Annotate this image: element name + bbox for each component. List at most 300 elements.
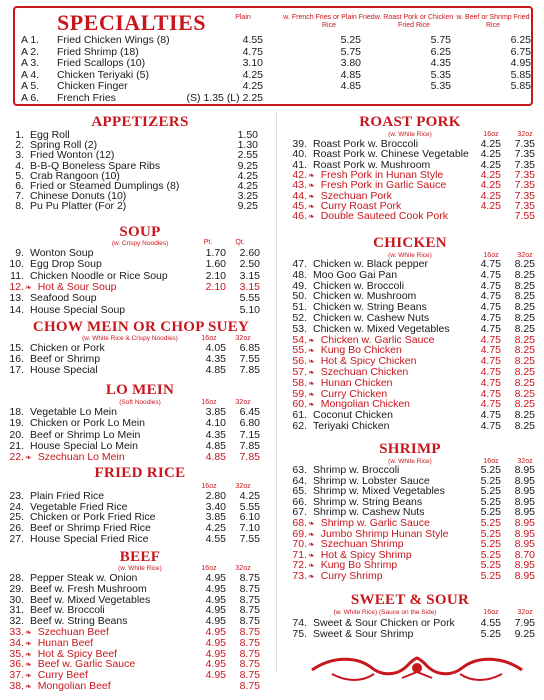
item-price: 6.80	[239, 417, 260, 430]
hot-pepper-icon: ❧	[25, 671, 32, 681]
item-name: Chicken w. Broccoli	[313, 280, 405, 292]
item-price: 4.85	[205, 364, 226, 376]
item-price: 4.85	[205, 439, 226, 452]
menu-item-row[interactable]	[283, 486, 543, 497]
item-number: 43.	[292, 179, 307, 192]
item-price: 8.25	[514, 301, 535, 314]
hot-pepper-icon: ❧	[308, 212, 315, 222]
specialty-row[interactable]	[21, 34, 170, 46]
item-name: Chicken w. Cashew Nuts	[313, 313, 430, 324]
item-number: 13.	[9, 292, 24, 305]
menu-item-row[interactable]	[6, 452, 276, 463]
menu-item-row[interactable]	[283, 313, 543, 324]
menu-item-row[interactable]	[283, 356, 543, 367]
item-number: 69.	[292, 527, 307, 540]
menu-item-row[interactable]	[283, 335, 543, 346]
item-name: Sweet & Sour Chicken or Pork	[313, 618, 455, 629]
item-price: 8.25	[514, 366, 535, 378]
item-name: Wonton Soup	[30, 248, 94, 259]
friedrice-header-32: 32oz	[235, 483, 251, 490]
chowmein-header-32: 32oz	[235, 335, 251, 342]
specialty-row[interactable]	[21, 46, 139, 58]
menu-item-row[interactable]	[283, 291, 543, 302]
menu-item-row[interactable]	[283, 560, 543, 571]
menu-item-row[interactable]	[283, 281, 543, 292]
specialty-row[interactable]	[21, 69, 149, 81]
sweetsour-header-16: 16oz	[483, 609, 499, 616]
menu-item-row[interactable]	[283, 367, 543, 378]
item-price: 7.35	[514, 158, 535, 171]
item-price: 4.25	[480, 138, 501, 150]
item-name: Beef w. String Beans	[30, 616, 128, 628]
item-number: 7.	[15, 190, 24, 203]
hot-pepper-icon: ❧	[308, 191, 315, 201]
lomein-header-16: 16oz	[201, 399, 217, 406]
menu-item-row[interactable]	[6, 595, 276, 606]
lomein-title: LO MEIN	[105, 382, 175, 398]
item-number: 19.	[9, 417, 24, 430]
item-number: 24.	[9, 500, 24, 513]
item-price: 4.25	[237, 169, 258, 182]
item-name: Pu Pu Platter (For 2)	[30, 201, 127, 213]
item-price: 4.75	[480, 258, 501, 270]
specialties-header-pork: w. Roast Pork or Chicken Fried Rice	[374, 14, 454, 29]
item-name: Szechuan Beef	[37, 627, 109, 638]
item-name: Roast Pork w. Broccoli	[313, 139, 419, 150]
item-number: 68.	[292, 517, 307, 529]
item-price: 8.75	[239, 572, 260, 584]
menu-item-row[interactable]	[6, 502, 276, 513]
item-price: 8.25	[514, 376, 535, 389]
item-name: Curry Roast Pork	[320, 200, 402, 212]
item-name: Chicken or Pork Lo Mein	[30, 418, 145, 430]
item-price: 7.35	[514, 199, 535, 212]
item-price: 8.95	[514, 485, 535, 498]
item-price: 3.10	[242, 57, 263, 70]
item-name: Plain Fried Rice	[30, 491, 105, 502]
item-name: Beef w. Garlic Sauce	[37, 659, 136, 671]
specialties-header-fries: w. French Fries or Plain Fried Rice	[283, 14, 375, 29]
menu-item-row[interactable]	[6, 681, 276, 692]
item-name: Hot & Spicy Shrimp	[320, 549, 412, 561]
item-price: 9.25	[514, 628, 535, 640]
menu-item-row[interactable]	[283, 302, 543, 313]
item-number: 29.	[9, 582, 24, 595]
item-price: 8.95	[514, 570, 535, 582]
beef-header-16: 16oz	[201, 565, 217, 572]
item-number: 63.	[292, 464, 307, 476]
item-name: Beef or Shrimp	[30, 354, 101, 365]
item-price: 3.15	[239, 280, 260, 293]
item-price: 4.95	[205, 604, 226, 617]
item-number: 18.	[9, 406, 24, 418]
hot-pepper-icon: ❧	[308, 572, 315, 581]
lomein-header-32: 32oz	[235, 399, 251, 406]
item-price: 8.25	[514, 258, 535, 270]
item-price: 7.55	[514, 210, 535, 223]
item-name: Fresh Pork in Garlic Sauce	[320, 180, 447, 192]
item-price: 8.95	[514, 527, 535, 540]
hot-pepper-icon: ❧	[308, 170, 315, 180]
menu-item-row[interactable]	[283, 410, 543, 421]
item-number: 71.	[292, 548, 307, 561]
hot-pepper-icon: ❧	[25, 682, 32, 691]
item-price: 8.25	[514, 333, 535, 346]
item-price: 4.95	[205, 615, 226, 628]
item-price: 4.35	[430, 57, 451, 70]
item-price: 4.25	[480, 148, 501, 161]
item-price: 2.60	[239, 247, 260, 259]
item-name: House Special Soup	[30, 304, 126, 316]
item-name: Chicken Noodle or Rice Soup	[30, 270, 168, 282]
item-name: Jumbo Shrimp Hunan Style	[320, 528, 449, 540]
chowmein-subtitle: (w. White Rice & Crispy Noodles)	[82, 335, 178, 342]
item-name: Roast Pork w. Chinese Vegetable	[313, 149, 469, 161]
menu-item-row[interactable]	[283, 518, 543, 529]
item-number: 61.	[292, 409, 307, 422]
item-name: French Fries	[57, 92, 116, 104]
item-number: 35.	[9, 647, 24, 660]
item-price: 4.85	[340, 80, 361, 93]
item-name: Curry Beef	[37, 670, 88, 682]
item-number: 25.	[9, 511, 24, 524]
menu-item-row[interactable]	[6, 259, 276, 270]
item-price: 8.75	[239, 582, 260, 595]
item-price: 7.35	[514, 179, 535, 192]
menu-item-row[interactable]	[6, 491, 276, 502]
item-price: 8.75	[239, 647, 260, 660]
item-number: 75.	[292, 628, 307, 640]
item-price: 4.05	[205, 342, 226, 354]
menu-item-row[interactable]	[6, 305, 276, 316]
item-number: A 4.	[21, 68, 40, 81]
item-price: 8.25	[514, 387, 535, 400]
item-name: Chinese Donuts (10)	[30, 191, 127, 203]
item-price: 4.95	[205, 582, 226, 595]
item-price: 4.85	[205, 451, 226, 464]
item-price: 4.25	[205, 522, 226, 535]
hot-pepper-icon: ❧	[308, 181, 315, 191]
item-price: 6.10	[239, 511, 260, 524]
menu-item-row[interactable]	[283, 529, 543, 540]
item-number: 64.	[292, 474, 307, 487]
item-number: 70.	[292, 538, 307, 551]
item-price: 4.35	[205, 428, 226, 441]
item-name: Egg Drop Soup	[30, 259, 102, 271]
item-name: Coconut Chicken	[313, 410, 393, 422]
menu-item-row[interactable]	[6, 649, 276, 660]
item-number: A 5.	[21, 80, 40, 93]
item-name: Seafood Soup	[30, 293, 97, 305]
appetizers-title: APPETIZERS	[91, 114, 189, 130]
menu-item-row[interactable]	[6, 293, 276, 304]
item-price: 4.95	[510, 57, 531, 70]
menu-item-row[interactable]	[6, 627, 276, 638]
hot-pepper-icon: ❧	[308, 550, 315, 560]
item-name: Chicken w. Garlic Sauce	[320, 334, 435, 346]
item-number: 57.	[292, 366, 307, 378]
menu-item-row[interactable]	[283, 465, 543, 476]
item-number: 2.	[15, 139, 24, 152]
roastpork-subtitle: (w. White Rice)	[388, 131, 432, 138]
item-number: 45.	[292, 199, 307, 212]
menu-item-row[interactable]	[6, 441, 276, 452]
item-price: 5.55	[239, 500, 260, 513]
item-price: 3.85	[205, 511, 226, 524]
item-price: 3.25	[237, 190, 258, 203]
item-number: 21.	[9, 439, 24, 452]
item-number: 42.	[292, 168, 307, 181]
item-name: Chicken Finger	[57, 80, 128, 93]
item-name: Chicken or Pork Fried Rice	[30, 512, 156, 524]
hot-pepper-icon: ❧	[25, 638, 32, 648]
item-name: Chicken w. Mushroom	[313, 291, 417, 303]
item-number: 30.	[9, 593, 24, 606]
menu-item-row[interactable]	[283, 324, 543, 335]
item-name: Moo Goo Gai Pan	[313, 269, 398, 281]
menu-item-row[interactable]	[283, 399, 543, 410]
friedrice-header-16: 16oz	[201, 483, 217, 490]
menu-item-row[interactable]	[283, 211, 543, 222]
item-price: 4.75	[480, 355, 501, 368]
item-name: Egg Roll	[30, 130, 70, 141]
item-price: 9.25	[237, 200, 258, 213]
item-number: 27.	[9, 532, 24, 545]
item-price: 8.95	[514, 506, 535, 519]
item-price: 7.55	[239, 353, 260, 365]
menu-item-row[interactable]	[283, 421, 543, 432]
item-name: Chicken w. Mixed Vegetables	[313, 323, 450, 335]
roastpork-title: ROAST PORK	[359, 114, 461, 130]
item-price: 8.25	[514, 355, 535, 368]
specialty-row[interactable]	[21, 57, 145, 69]
item-price: 4.95	[205, 669, 226, 682]
item-price: 8.25	[514, 409, 535, 422]
menu-item-row[interactable]	[6, 573, 276, 584]
item-price: 3.40	[205, 500, 226, 513]
item-price: 6.25	[430, 45, 451, 58]
menu-item-row[interactable]	[283, 270, 543, 281]
item-number: A 3.	[21, 57, 40, 70]
item-name: Hunan Beef	[37, 637, 94, 649]
menu-item-row[interactable]	[6, 365, 276, 376]
hot-pepper-icon: ❧	[25, 649, 32, 659]
item-number: 14.	[9, 303, 24, 316]
item-price: 6.45	[239, 406, 260, 418]
item-price: 4.75	[480, 279, 501, 292]
item-price: 4.75	[480, 290, 501, 303]
item-number: 36.	[9, 658, 24, 671]
menu-item-row[interactable]	[6, 271, 276, 282]
item-name: Shrimp w. Garlic Sauce	[320, 518, 430, 529]
shrimp-subtitle: (w. White Rice)	[388, 458, 432, 465]
hot-pepper-icon: ❧	[308, 201, 315, 211]
menu-item-row[interactable]	[6, 534, 276, 545]
item-number: 31.	[9, 604, 24, 617]
hot-pepper-icon: ❧	[25, 660, 32, 670]
item-price: 4.25	[242, 80, 263, 93]
menu-item-row[interactable]	[6, 343, 276, 354]
item-name: Pepper Steak w. Onion	[30, 573, 138, 584]
soup-title: SOUP	[119, 224, 161, 240]
item-price: 7.35	[514, 189, 535, 202]
item-price: 8.95	[514, 474, 535, 487]
item-price: 3.85	[205, 406, 226, 418]
menu-item-row[interactable]	[283, 345, 543, 356]
menu-item-row[interactable]	[6, 659, 276, 670]
item-price: 5.25	[480, 495, 501, 508]
item-name: Chicken or Pork	[30, 343, 105, 354]
menu-item-row[interactable]	[6, 418, 276, 429]
menu-item-row[interactable]	[283, 629, 543, 640]
chicken-header-32: 32oz	[517, 252, 533, 259]
item-name: Kung Bo Shrimp	[320, 560, 398, 572]
specialties-header-plain: Plain	[235, 14, 251, 21]
item-name: Vegetable Lo Mein	[30, 407, 117, 418]
item-number: 26.	[9, 522, 24, 535]
item-price: 7.35	[514, 138, 535, 150]
item-name: Beef or Shrimp Lo Mein	[30, 429, 141, 441]
item-price: 4.25	[480, 199, 501, 212]
item-number: 46.	[292, 210, 307, 223]
menu-item-row[interactable]	[283, 571, 543, 582]
item-price: 7.95	[514, 617, 535, 629]
menu-item-row[interactable]	[283, 476, 543, 487]
menu-item-row[interactable]	[6, 605, 276, 616]
item-number: 38.	[9, 680, 24, 692]
item-price: 8.75	[239, 669, 260, 682]
menu-item-row[interactable]	[6, 584, 276, 595]
item-price: 4.55	[480, 617, 501, 629]
item-price: 4.75	[480, 322, 501, 335]
sweetsour-header-32: 32oz	[517, 609, 533, 616]
menu-item-row[interactable]	[6, 201, 276, 212]
specialties-box	[13, 6, 533, 106]
menu-item-row[interactable]	[283, 539, 543, 550]
menu-item-row[interactable]	[6, 616, 276, 627]
item-price: 7.55	[239, 532, 260, 545]
item-price: 4.25	[237, 180, 258, 192]
item-price: 5.55	[239, 292, 260, 305]
item-number: 66.	[292, 495, 307, 508]
item-number: 48.	[292, 268, 307, 281]
roastpork-header-16: 16oz	[483, 131, 499, 138]
item-price: 8.95	[514, 517, 535, 529]
soup-header-qt: Qt.	[235, 239, 245, 246]
chowmein-header-16: 16oz	[201, 335, 217, 342]
item-number: 60.	[292, 398, 307, 411]
item-number: 72.	[292, 559, 307, 572]
specialty-row[interactable]	[21, 92, 116, 104]
item-price: 5.85	[510, 80, 531, 93]
menu-item-row[interactable]	[6, 354, 276, 365]
menu-item-row[interactable]	[6, 523, 276, 534]
item-name: Chicken w. Black pepper	[313, 259, 428, 270]
item-price: 4.95	[205, 572, 226, 584]
soup-subtitle: (w. Crispy Noodles)	[111, 240, 169, 247]
item-name: Chicken Teriyaki (5)	[57, 68, 150, 81]
item-name: Mongolian Beef	[37, 681, 111, 692]
item-number: 37.	[9, 669, 24, 682]
item-number: 53.	[292, 322, 307, 335]
item-price: 4.75	[480, 268, 501, 281]
item-price: 8.70	[514, 548, 535, 561]
item-name: House Special Lo Mein	[30, 440, 138, 452]
item-name: Curry Chicken	[320, 388, 388, 400]
item-number: 52.	[292, 312, 307, 324]
menu-item-row[interactable]	[6, 638, 276, 649]
item-number: 12.	[9, 280, 24, 293]
menu-item-row[interactable]	[6, 282, 276, 293]
item-number: 10.	[9, 258, 24, 271]
item-price: 4.35	[205, 353, 226, 365]
item-price: 4.75	[480, 344, 501, 357]
item-number: 44.	[292, 189, 307, 202]
specialty-row[interactable]	[21, 80, 128, 92]
item-name: Shrimp w. String Beans	[313, 496, 423, 508]
menu-item-row[interactable]	[6, 670, 276, 681]
menu-item-row[interactable]	[6, 407, 276, 418]
item-price: 5.25	[480, 559, 501, 572]
specialties-title: SPECIALTIES	[57, 10, 206, 35]
item-price: 4.75	[480, 376, 501, 389]
item-price: 4.10	[205, 417, 226, 430]
menu-item-row[interactable]	[283, 550, 543, 561]
item-price: 5.10	[239, 303, 260, 316]
hot-pepper-icon: ❧	[25, 628, 32, 637]
menu-item-row[interactable]	[283, 497, 543, 508]
chicken-header-16: 16oz	[483, 252, 499, 259]
item-name: Szechuan Lo Mein	[37, 452, 125, 464]
item-name: Kung Bo Chicken	[320, 345, 402, 357]
item-number: 34.	[9, 636, 24, 649]
menu-item-row[interactable]	[283, 378, 543, 389]
chicken-title: CHICKEN	[373, 235, 447, 251]
menu-item-row[interactable]	[6, 512, 276, 523]
friedrice-title: FRIED RICE	[94, 465, 186, 481]
item-name: Szechuan Pork	[320, 190, 392, 202]
menu-item-row[interactable]	[283, 259, 543, 270]
hot-pepper-icon: ❧	[308, 519, 315, 528]
menu-item-row[interactable]	[283, 389, 543, 400]
hot-pepper-icon: ❧	[308, 378, 315, 388]
hot-pepper-icon: ❧	[308, 357, 315, 367]
item-number: 56.	[292, 355, 307, 368]
item-number: 9.	[15, 247, 24, 259]
menu-item-row[interactable]	[283, 507, 543, 518]
menu-item-row[interactable]	[6, 248, 276, 259]
menu-item-row[interactable]	[283, 618, 543, 629]
beef-header-32: 32oz	[235, 565, 251, 572]
item-price: 8.95	[514, 495, 535, 508]
sweetsour-title: SWEET & SOUR	[350, 592, 470, 608]
item-price: 4.75	[480, 301, 501, 314]
item-name: Szechuan Shrimp	[320, 539, 404, 551]
item-name: Roast Pork w. Mushroom	[313, 159, 431, 171]
item-price: 5.35	[430, 68, 451, 81]
item-price: 2.80	[205, 490, 226, 502]
menu-item-row[interactable]	[6, 430, 276, 441]
item-name: Double Sauteed Cook Pork	[320, 211, 448, 223]
item-price: 5.25	[480, 506, 501, 519]
item-price: 8.75	[239, 615, 260, 628]
hot-pepper-icon: ❧	[308, 389, 315, 399]
item-price: 4.75	[480, 312, 501, 324]
item-number: 67.	[292, 506, 307, 519]
hot-pepper-icon: ❧	[308, 346, 315, 356]
item-name: Shrimp w. Lobster Sauce	[313, 475, 430, 487]
roastpork-header-32: 32oz	[517, 131, 533, 138]
